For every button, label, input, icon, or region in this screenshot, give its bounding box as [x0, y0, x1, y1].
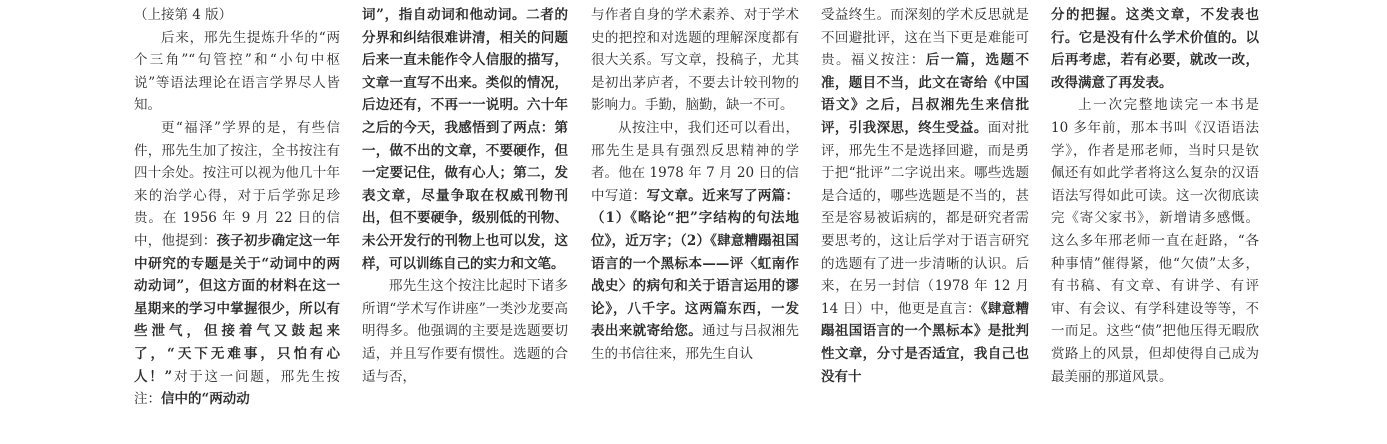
text-run: 对于这一问题，邢先生按注： [134, 368, 340, 408]
paragraph: 邢先生这个按注比起时下诸多所谓“学术写作讲座”一类沙龙要高明得多。他强调的主要是选题要切适，并且写作要有惯性。选题的合适与否， [362, 278, 568, 385]
text-column-2 [362, 4, 568, 440]
text-run: 从按注中，我们还可以看出，邢先生是具有强烈反思精神的学者。他在 1978 年 7 月 20 日的信中写道： [591, 119, 799, 204]
continuation-note: （上接第 4 版） [134, 7, 233, 23]
annotation-text: 信中的“两动动 [161, 391, 250, 408]
paragraph: 上一次完整地读完一本书是 10 多年前，那本书叫《汉语语法学》，作者是邢老师，当时只是钦佩还有如此学者将这么复杂的汉语语法写得如此可读。这一次彻底读完《寄父家书》，新增请多感慨。这么多年邢老师一直在赶路，“各种事情”催得紧，他“欠债”太多，有书稿、有文章、有讲学、有评审、有会议、有学科建设等等，不一而足。这些“债”把他压得无暇欣赏路上的风景，但却使得自己成为最美丽的那道风景。 [1051, 97, 1259, 385]
text-column-3 [591, 4, 799, 440]
text-run: 面对批评，邢先生不是选择回避，而是勇于把“批评”二字说出来。哪些选题是合适的，哪些选题是不当的，甚至是容易被诟病的，都是研究者需要思考的，这让后学对于语言研究的选题有了进一步清晰的认识。后来，在另一封信（1978 年 12 月 14 日）中，他更是直言： [821, 119, 1029, 317]
quoted-letter-text: 分的把握。这类文章，不发表也行。它是没有什么学术价值的。以后再考虑，若有必要，就改一改，改得满意了再发表。 [1051, 7, 1259, 91]
annotation-text: 后一篇，选题不准，题目不当，此文在寄给《中国语文》之后，吕叔湘先生来信批评，引我深思，终生受益。 [821, 52, 1029, 136]
text-run: 通过与吕叔湘先生的书信往来，邢先生自认 [591, 323, 799, 362]
text-run: 更“福泽”学界的是，有些信件，邢先生加了按注，全书按注有四十余处。按注可以视为他几十年来的治学心得，对于后学弥足珍贵。在 1956 年 9 月 22 日的信中，他提到： [134, 119, 340, 249]
paragraph: 后来，邢先生提炼升华的“两个三角”“句管控”和“小句中枢说”等语法理论在语言学界尽人皆知。 [134, 29, 340, 114]
paragraph: 与作者自身的学术素养、对于学术史的把控和对选题的理解深度都有很大关系。写文章，投稿子，尤其是初出茅庐者，不要去计较刊物的影响力。手勤，脑勤，缺一不可。 [591, 7, 799, 114]
text-column-4 [821, 4, 1029, 440]
quoted-letter-text: 孩子初步确定这一年中研究的专题是关于“动词中的两动动词”，但这方面的材料在这一星期来的学习中掌握很少，所以有些泄气，但接着气又鼓起来了，“天下无难事，只怕有心人！” [134, 232, 340, 385]
paragraph [134, 117, 340, 411]
text-run: 受益终生。而深刻的学术反思就是不回避批评，这在当下更是难能可贵。福义按注： [821, 7, 1029, 69]
annotation-text: 词”，指自动词和他动词。二者的分界和纠结很难讲清，相关的问题后来一直未能作令人信服的描写，文章一直写不出来。类似的情况，后边还有，不再一一说明。六十年之后的今天，我感悟到了两点：第一，做不出的文章，不要硬作，但一定要记住，做有心人；第二，发表文章，尽量争取在权威刊物刊出，但不要硬争，级别低的刊物、未公开发行的刊物上也可以发，这样，可以训练自己的实力和文笔。 [362, 7, 568, 272]
paragraph [591, 117, 799, 366]
quoted-letter-text: 写文章。近来写了两篇：（1）《略论“把”字结构的句法地位》，近万字；（2）《肆意糟蹋祖国语言的一个黑标本——评〈虹南作战史〉的病句和关于语言运用的谬论》，八千字。这两篇东西，一发表出来就寄给您。 [591, 187, 799, 340]
text-column-1 [134, 4, 340, 440]
text-column-5 [1051, 4, 1259, 440]
quoted-letter-text: 《肆意糟蹋祖国语言的一个黑标本》是批判性文章，分寸是否适宜，我自己也没有十 [821, 300, 1029, 385]
paragraph [821, 4, 1029, 388]
